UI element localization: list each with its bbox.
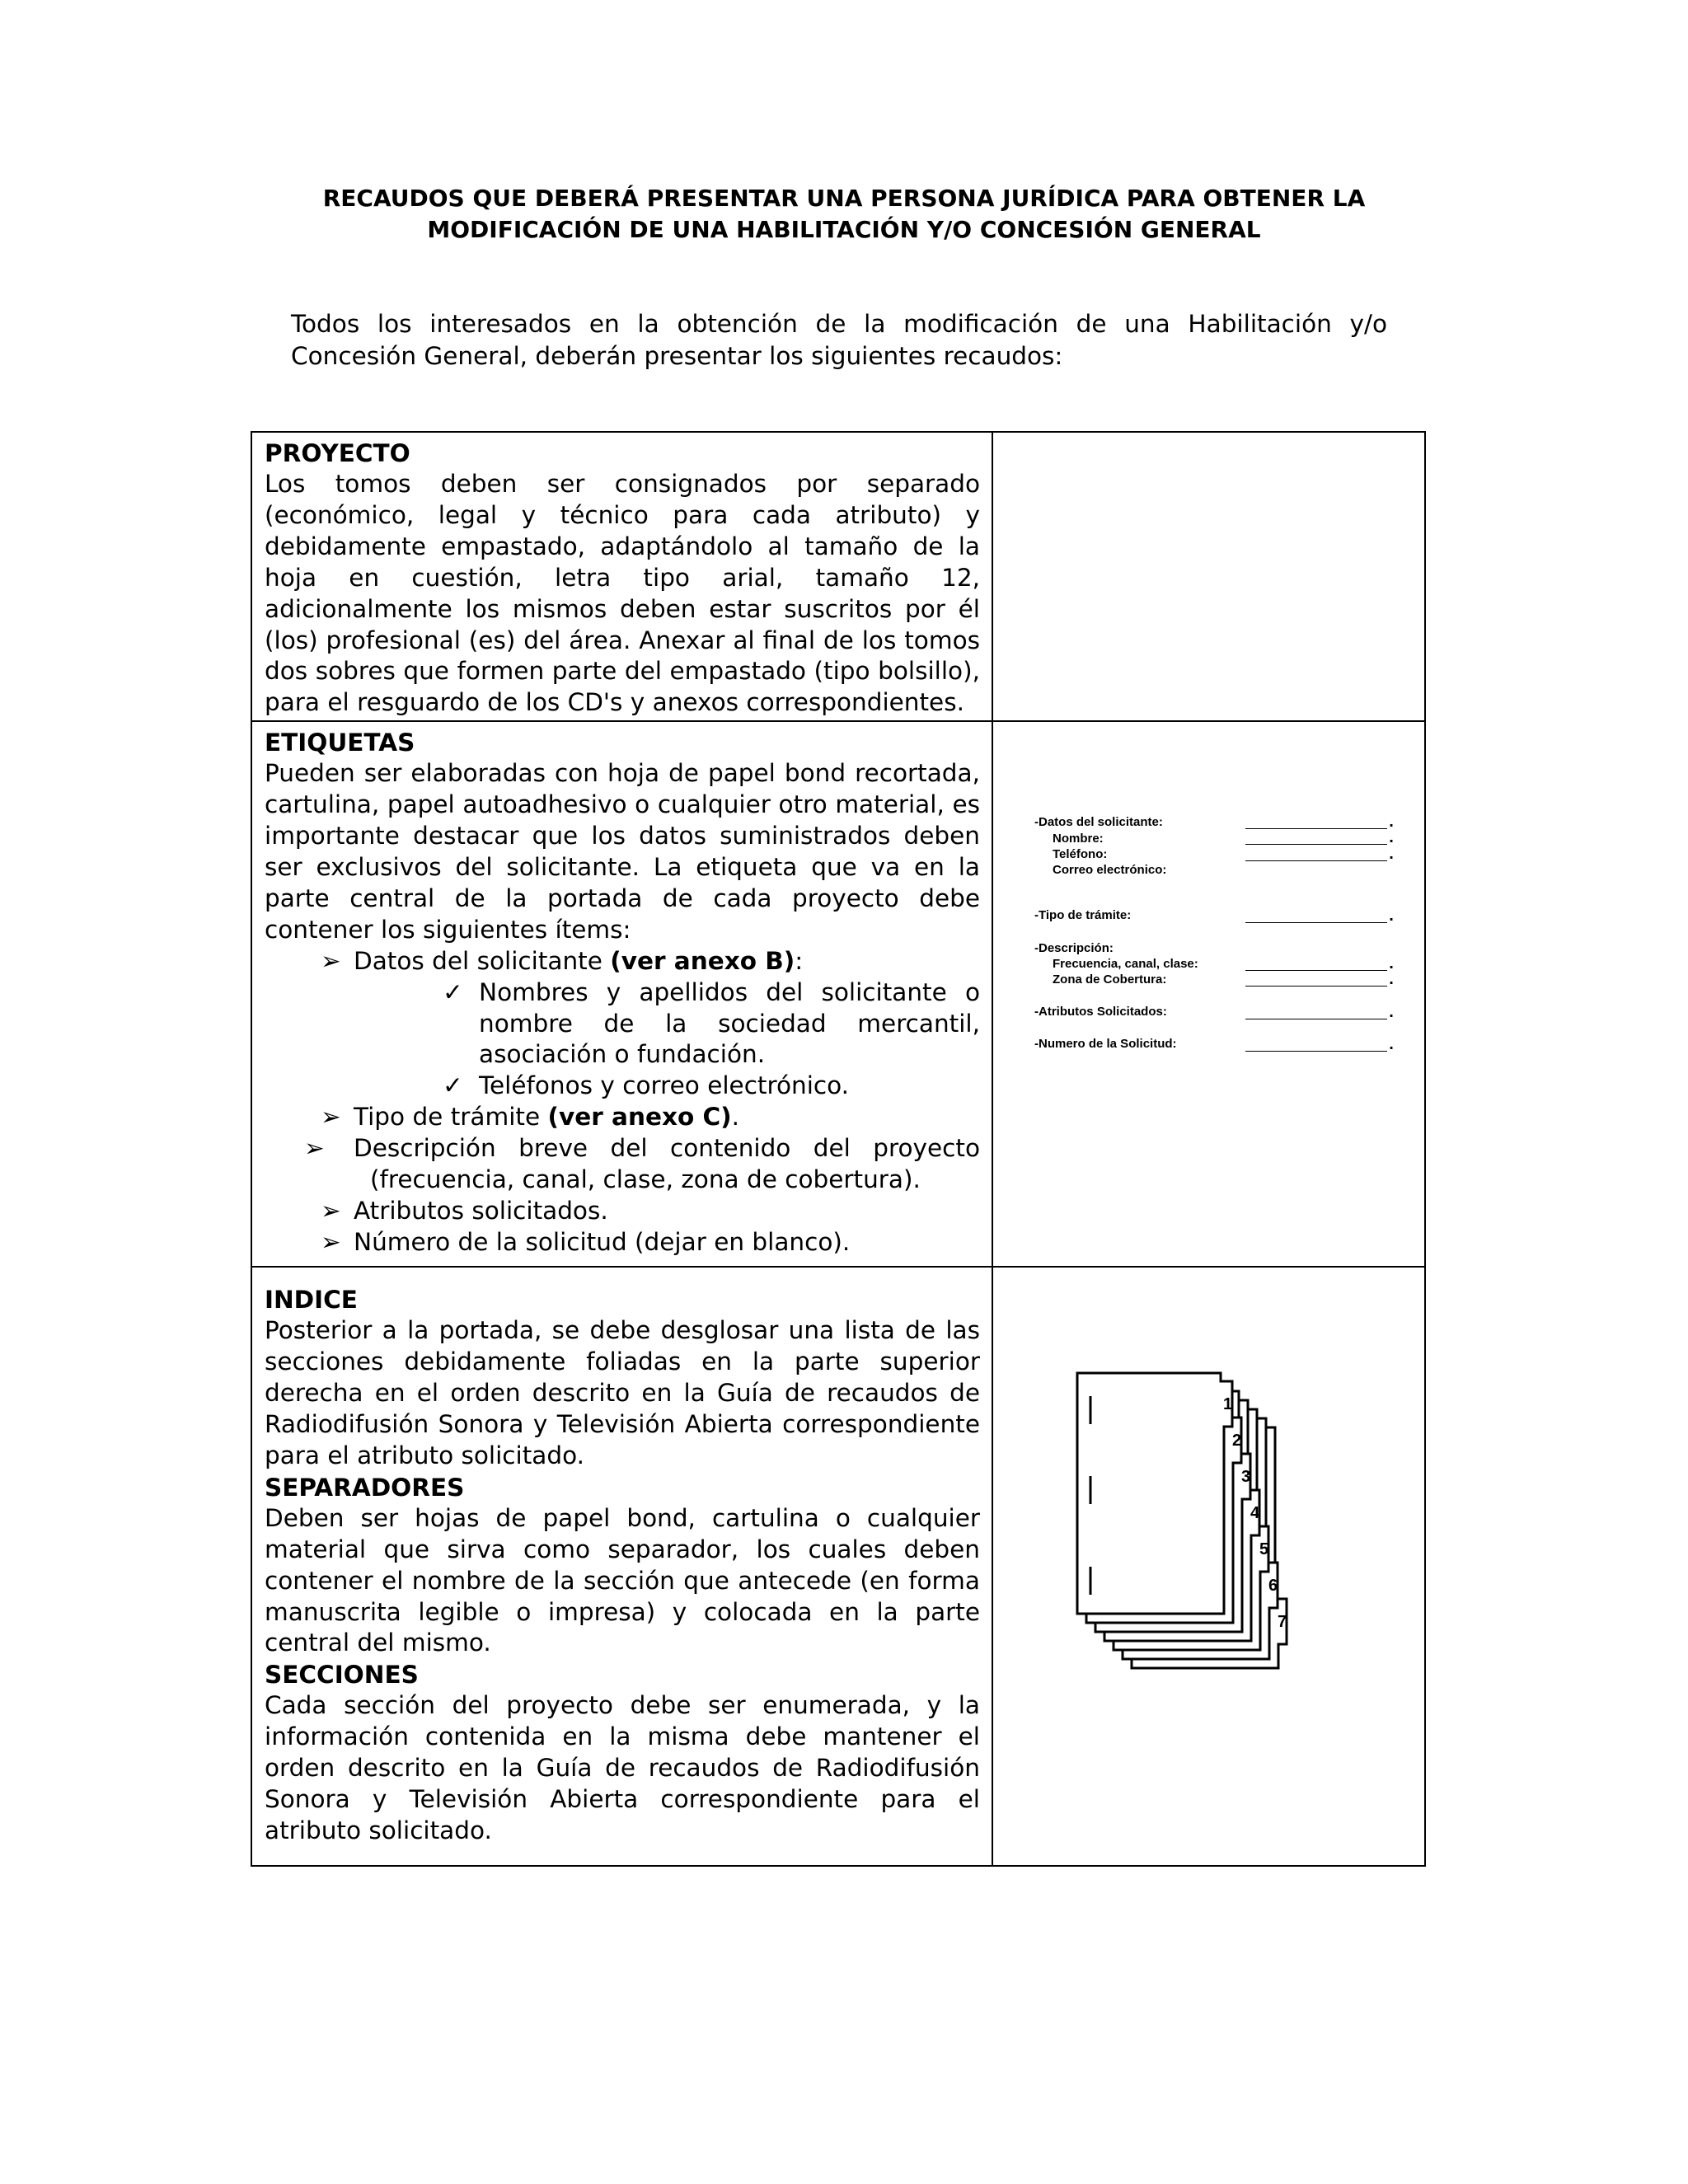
label-descripcion: -Descripción: — [1034, 941, 1114, 956]
list-item: ➢ Número de la solicitud (dejar en blanco). — [265, 1227, 980, 1258]
label-line — [1245, 986, 1387, 987]
label-zona: Zona de Cobertura: — [1053, 972, 1167, 987]
document-title — [247, 183, 1441, 246]
label-correo: Correo electrónico: — [1053, 863, 1167, 878]
etiquetas-cell — [251, 721, 992, 1267]
label-sample-cell — [992, 721, 1425, 1267]
secciones-heading: SECCIONES — [265, 1661, 419, 1690]
checkmark-icon: ✓ — [443, 977, 463, 1006]
intro-paragraph: Todos los interesados en la obtención de la modificación de una Habilitación y/o Concesión General, deberán presentar los siguientes recaudos: — [291, 310, 1387, 370]
label-line — [1245, 844, 1387, 845]
checkmark-icon: ✓ — [443, 1071, 463, 1100]
arrow-bullet-icon: ➢ — [321, 1196, 341, 1225]
etiquetas-text: Pueden ser elaboradas con hoja de papel bond recortada, cartulina, papel autoadhesivo o cualquier otro material, es importante destacar que los datos suministrados deben ser exclusivos del solicitante. La etiqueta que va en la parte central de la portada de cada proyecto debe contener los siguientes ítems: — [265, 759, 980, 944]
indice-heading: INDICE — [265, 1286, 358, 1315]
label-frecuencia: Frecuencia, canal, clase: — [1053, 957, 1198, 972]
separator-tab-number: 4 — [1250, 1504, 1260, 1523]
list-item: ➢ Datos del solicitante (ver anexo B): — [265, 946, 980, 977]
separator-tab-number: 5 — [1259, 1540, 1269, 1559]
label-line — [1245, 1051, 1387, 1052]
separator-tab-number: 7 — [1278, 1613, 1287, 1632]
arrow-bullet-icon: ➢ — [321, 946, 341, 975]
separator-sheet — [1077, 1373, 1232, 1614]
indice-cell — [251, 1267, 992, 1866]
arrow-bullet-icon: ➢ — [321, 1103, 341, 1132]
etiquetas-list — [265, 946, 980, 1258]
row-indice — [251, 1267, 1425, 1866]
label-datos: -Datos del solicitante: — [1034, 815, 1163, 830]
label-line — [1245, 828, 1387, 829]
separadores-heading: SEPARADORES — [265, 1473, 465, 1502]
list-item: ➢ Tipo de trámite (ver anexo C). — [265, 1102, 980, 1133]
label-atributos: -Atributos Solicitados: — [1034, 1005, 1167, 1019]
arrow-bullet-icon: ➢ — [304, 1134, 325, 1163]
row-proyecto — [251, 432, 1425, 721]
row-etiquetas — [251, 721, 1425, 1267]
separator-stack-illustration — [993, 1268, 1427, 1779]
label-line — [1245, 860, 1387, 861]
etiquetas-heading: ETIQUETAS — [265, 729, 415, 757]
proyecto-illustration-cell — [992, 432, 1425, 721]
proyecto-cell — [251, 432, 992, 721]
label-line — [1245, 970, 1387, 971]
separator-tab-number: 1 — [1223, 1395, 1233, 1414]
label-telefono: Teléfono: — [1053, 847, 1108, 862]
separator-illustration-cell — [992, 1267, 1425, 1866]
list-item: ➢ Descripción breve del contenido del proyecto (frecuencia, canal, clase, zona de cobertura). — [304, 1134, 980, 1194]
separadores-text: Deben ser hojas de papel bond, cartulina o cualquier material que sirva como separador, los cuales deben contener el nombre de la sección que antecede (en forma manuscrita legible o impresa) y colocada en la parte central del mismo. — [265, 1503, 980, 1657]
requirements-table — [251, 431, 1426, 1867]
label-nombre: Nombre: — [1053, 832, 1104, 846]
arrow-bullet-icon: ➢ — [321, 1227, 341, 1256]
list-item: ➢ Atributos solicitados. — [265, 1196, 980, 1227]
secciones-text: Cada sección del proyecto debe ser enumerada, y la información contenida en la misma debe mantener el orden descrito en la Guía de recaudos de Radiodifusión Sonora y Televisión Abierta correspondiente para el atributo solicitado. — [265, 1691, 980, 1844]
label-tipo: -Tipo de trámite: — [1034, 908, 1132, 923]
label-sample: -Datos del solicitante: . Nombre: . Teléfono: . Correo electrónico: -Tipo de trámite: . -Descripción: Frecuencia, canal, clase: . Zona de Cobertura: . -Atributos Solicitados: . -Numero de la Solicitud: . — [1034, 814, 1395, 1053]
title-line-1: RECAUDOS QUE DEBERÁ PRESENTAR UNA PERSONA JURÍDICA PARA OBTENER LA — [322, 185, 1366, 212]
indice-text: Posterior a la portada, se debe desglosar una lista de las secciones debidamente foliadas en la parte superior derecha en el orden descrito en la Guía de recaudos de Radiodifusión Sonora y Televisión Abierta correspondiente para el atributo solicitado. — [265, 1316, 980, 1469]
label-numero: -Numero de la Solicitud: — [1034, 1037, 1177, 1052]
separator-tab-number: 6 — [1268, 1577, 1278, 1596]
proyecto-text: Los tomos deben ser consignados por separado (económico, legal y técnico para cada atributo) y debidamente empastado, adaptándolo al tamaño de la hoja en cuestión, letra tipo arial, tamaño 12, adicionalmente los mismos deben estar suscritos por él (los) profesional (es) del área. Anexar al final de los tomos dos sobres que formen parte del empastado (tipo bolsillo), para el resguardo de los CD's y anexos correspondientes. — [265, 470, 980, 717]
separator-tab-number: 2 — [1232, 1432, 1242, 1451]
proyecto-heading: PROYECTO — [265, 439, 410, 467]
title-line-2: MODIFICACIÓN DE UNA HABILITACIÓN Y/O CONCESIÓN GENERAL — [427, 216, 1261, 243]
separator-tab-number: 3 — [1241, 1468, 1251, 1487]
list-subitem: ✓ Teléfonos y correo electrónico. — [265, 1071, 980, 1102]
list-subitem: ✓ Nombres y apellidos del solicitante o nombre de la sociedad mercantil, asociación o fundación. — [443, 977, 980, 1069]
label-line — [1245, 922, 1387, 923]
